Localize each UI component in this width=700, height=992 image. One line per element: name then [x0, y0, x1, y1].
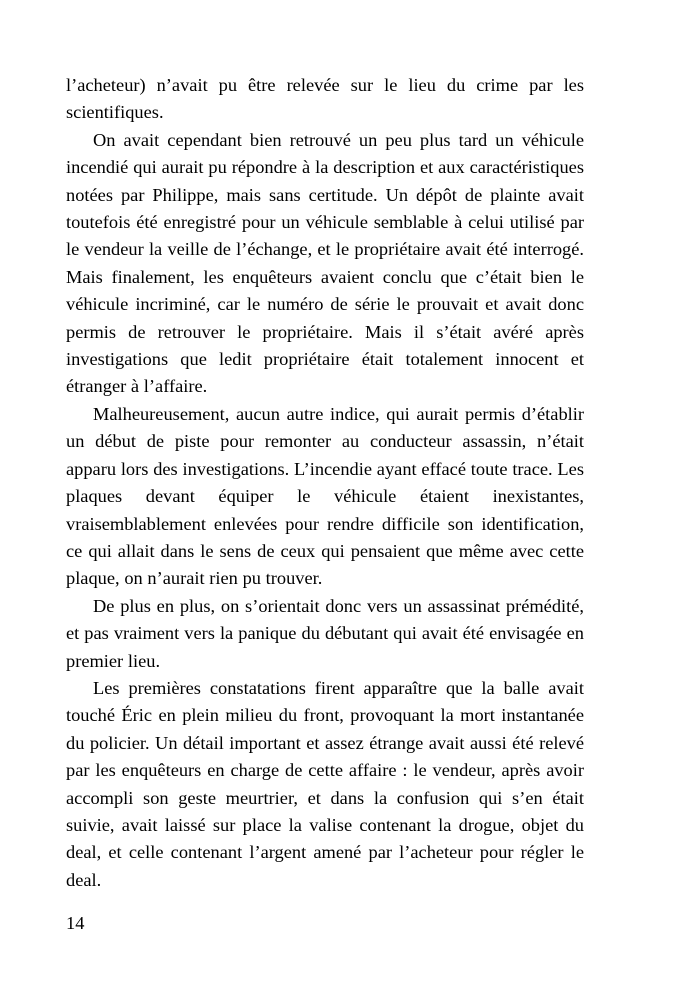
body-text-column: [66, 72, 584, 894]
paragraph: Malheureusement, aucun autre indice, qui aurait permis d’établir un début de piste pour remonter au conducteur assassin, n’était apparu lors des investigations. L’incendie ayant effacé toute trace. Les plaques devant équiper le véhicule étaient inexistantes, vraisemblablement enlevées pour rendre difficile son identification, ce qui allait dans le sens de ceux qui pensaient que même avec cette plaque, on n’aurait rien pu trouver.: [66, 403, 584, 589]
paragraph: Les premières constatations firent apparaître que la balle avait touché Éric en plein milieu du front, provoquant la mort instantanée du policier. Un détail important et assez étrange avait aussi été relevé par les enquêteurs en charge de cette affaire : le vendeur, après avoir accompli son geste meurtrier, et dans la confusion qui s’en était suivie, avait laissé sur place la valise contenant la drogue, objet du deal, et celle contenant l’argent amené par l’acheteur pour régler le deal.: [66, 677, 584, 890]
paragraph: l’acheteur) n’avait pu être relevée sur le lieu du crime par les scientifiques.: [66, 75, 584, 123]
paragraph: On avait cependant bien retrouvé un peu plus tard un véhicule incendié qui aurait pu répondre à la description et aux caractéristiques notées par Philippe, mais sans certitude. Un dépôt de plainte avait toutefois été enregistré pour un véhicule semblable à celui utilisé par le vendeur la veille de l’échange, et le propriétaire avait été interrogé. Mais finalement, les enquêteurs avaient conclu que c’était bien le véhicule incriminé, car le numéro de série le prouvait et avait donc permis de retrouver le propriétaire. Mais il s’était avéré après investigations que ledit propriétaire était totalement innocent et étranger à l’affaire.: [66, 129, 584, 397]
page-number: 14: [66, 913, 85, 933]
paragraph: De plus en plus, on s’orientait donc vers un assassinat prémédité, et pas vraiment vers la panique du débutant qui avait été envisagée en premier lieu.: [66, 595, 584, 671]
